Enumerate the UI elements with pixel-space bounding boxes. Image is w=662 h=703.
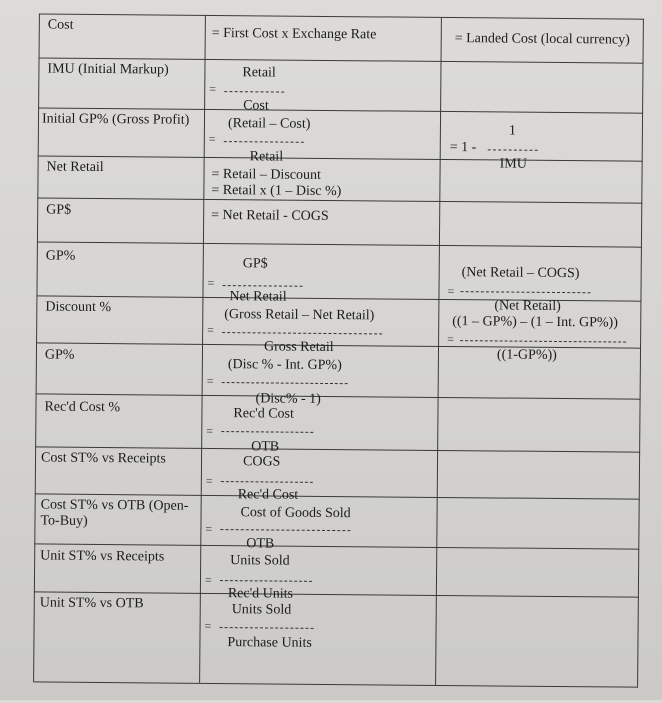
equals-sign: = [447, 284, 455, 299]
row-label-gp-percent: GP% [45, 248, 76, 264]
row-label-discount-percent: Discount % [45, 299, 112, 316]
equals-sign: = [205, 473, 213, 488]
imu-alt-prefix: = 1 - [449, 140, 477, 156]
gp-dollars-formula: = Net Retail - COGS [211, 207, 329, 224]
fraction-bar [220, 580, 312, 582]
fraction-bar [221, 481, 313, 483]
fraction-bar [488, 149, 538, 150]
table-border-bottom [33, 681, 638, 688]
row-label-initial-gp: Initial GP% (Gross Profit) [41, 111, 190, 128]
row-label-net-retail: Net Retail [46, 159, 104, 176]
discount-alt-denominator: ((1-GP%)) [496, 347, 557, 363]
gp2-numerator: (Disc % - Int. GP%) [227, 357, 342, 374]
imu-denominator: Cost [243, 98, 269, 114]
row-divider [36, 393, 641, 400]
cost-st-receipts-numerator: COGS [242, 454, 281, 470]
recd-cost-denominator: OTB [251, 439, 280, 455]
row-divider [38, 155, 643, 162]
row-label-cost-st-otb: Cost ST% vs OTB (Open- [40, 497, 189, 514]
fraction-bar [220, 627, 314, 629]
row-label-unit-st-receipts: Unit ST% vs Receipts [40, 548, 165, 565]
row-divider [37, 241, 642, 248]
cost-st-otb-denominator: OTB [246, 536, 275, 552]
equals-sign: = [204, 618, 212, 633]
cost-st-receipts-denominator: Rec'd Cost [237, 487, 299, 503]
row-label-imu: IMU (Initial Markup) [47, 61, 169, 78]
fraction-bar [221, 431, 313, 433]
imu-alt-denominator: IMU [499, 156, 527, 172]
row-label-gp-percent-2: GP% [44, 347, 75, 363]
fraction-bar [224, 91, 284, 93]
equals-sign: = [206, 373, 214, 388]
unit-st-receipts-numerator: Units Sold [230, 553, 290, 569]
recd-cost-numerator: Rec'd Cost [233, 406, 294, 422]
cost-st-otb-numerator: Cost of Goods Sold [240, 505, 351, 522]
net-retail-formula-2: = Retail x (1 – Disc %) [211, 182, 342, 200]
imu-alt-numerator: 1 [508, 123, 516, 139]
equals-sign: = [206, 423, 214, 438]
gp-percent-denominator: Net Retail [229, 289, 287, 305]
equals-sign: = [204, 572, 212, 587]
fraction-bar [223, 285, 303, 287]
row-label-gp-dollars: GP$ [46, 202, 72, 218]
equals-sign: = [207, 275, 215, 290]
gp-percent-alt-denominator: (Net Retail) [494, 298, 561, 315]
equals-sign: = [209, 81, 217, 96]
row-label-recd-cost-percent: Rec'd Cost % [44, 399, 121, 416]
column-divider-2 [435, 17, 442, 685]
gp-denominator: Retail [249, 149, 284, 165]
discount-denominator: Gross Retail [263, 339, 334, 356]
fraction-bar [461, 291, 591, 293]
discount-numerator: (Gross Retail – Net Retail) [224, 307, 375, 324]
equals-sign: = [208, 131, 216, 146]
fraction-bar [224, 141, 304, 143]
equals-sign: = [447, 332, 454, 347]
gp2-denominator: (Disc% - 1) [255, 391, 321, 407]
table-border-left [33, 13, 40, 681]
formula-cost: = First Cost x Exchange Rate [211, 25, 377, 43]
equals-sign: = [207, 322, 215, 337]
unit-st-receipts-denominator: Rec'd Units [227, 586, 294, 602]
net-retail-formula-1: = Retail – Discount [211, 166, 321, 183]
discount-alt-numerator: ((1 – GP%) – (1 – Int. GP%)) [452, 314, 618, 331]
landed-cost-formula: = Landed Cost (local currency) [454, 31, 630, 48]
row-label-cost-st-receipts: Cost ST% vs Receipts [40, 450, 166, 467]
gp-percent-numerator: GP$ [242, 256, 268, 272]
row-label-cost-st-otb-line2: To-Buy) [40, 513, 88, 529]
table-border-right [637, 19, 644, 687]
fraction-bar [222, 332, 382, 334]
table-border-top [39, 13, 644, 20]
gp-numerator: (Retail – Cost) [227, 116, 311, 132]
equals-sign: = [205, 521, 213, 536]
unit-st-otb-denominator: Purchase Units [227, 635, 312, 651]
gp-percent-alt-numerator: (Net Retail – COGS) [461, 265, 580, 282]
row-label-cost: Cost [47, 17, 74, 33]
fraction-bar [460, 340, 626, 342]
fraction-bar [220, 529, 350, 531]
imu-numerator: Retail [242, 65, 276, 81]
fraction-bar [222, 382, 348, 384]
unit-st-otb-numerator: Units Sold [231, 602, 292, 618]
row-label-unit-st-otb: Unit ST% vs OTB [39, 595, 144, 612]
